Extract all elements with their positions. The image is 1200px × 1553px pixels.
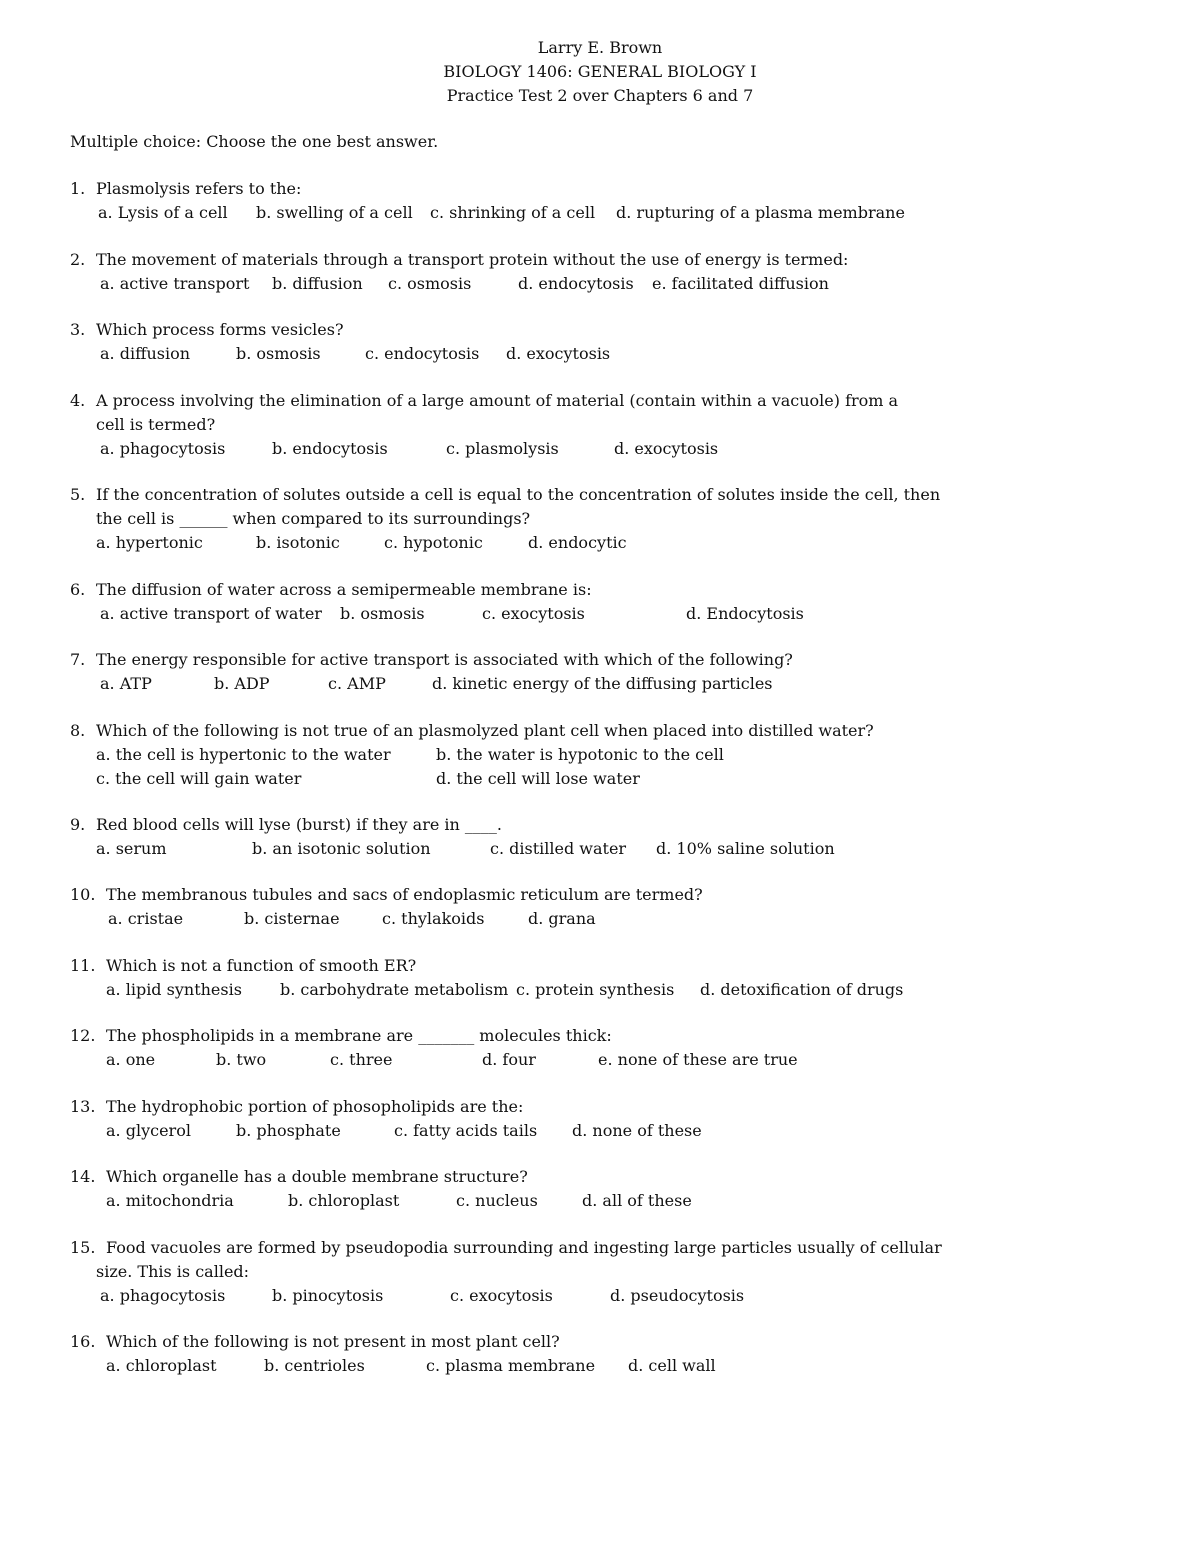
answer-option: b. carbohydrate metabolism — [280, 980, 509, 999]
answer-option: b. chloroplast — [288, 1191, 400, 1210]
answer-options — [70, 837, 950, 861]
question-16 — [70, 1330, 950, 1378]
answer-option: b. an isotonic solution — [252, 839, 431, 858]
answer-option: b. swelling of a cell — [256, 203, 413, 222]
answer-option: e. none of these are true — [598, 1050, 798, 1069]
answer-option: d. exocytosis — [506, 344, 611, 363]
question-stem — [70, 719, 950, 743]
question-text: The energy responsible for active transport is associated with which of the following? — [96, 650, 793, 669]
question-number: 8. — [70, 721, 86, 740]
question-2 — [70, 248, 950, 296]
answer-option: a. cristae — [108, 909, 184, 928]
question-stem — [70, 177, 950, 201]
question-text-continued: cell is termed? — [96, 415, 216, 434]
answer-option: c. the cell will gain water — [96, 769, 302, 788]
answer-options — [70, 531, 950, 555]
answer-option: a. ATP — [100, 674, 152, 693]
answer-option: c. hypotonic — [384, 533, 483, 552]
question-stem — [70, 248, 950, 272]
answer-option: d. the cell will lose water — [436, 769, 640, 788]
question-text: The diffusion of water across a semipermeable membrane is: — [96, 580, 592, 599]
answer-option: d. endocytosis — [518, 274, 634, 293]
answer-option: c. three — [330, 1050, 393, 1069]
answer-options — [70, 272, 950, 296]
question-text: The membranous tubules and sacs of endoplasmic reticulum are termed? — [106, 885, 703, 904]
question-10 — [70, 883, 950, 931]
answer-option: d. none of these — [572, 1121, 702, 1140]
question-stem — [70, 954, 950, 978]
question-number: 4. — [70, 391, 86, 410]
question-text: A process involving the elimination of a large amount of material (contain within a vacuole) from a — [96, 391, 899, 410]
answer-option: b. cisternae — [244, 909, 340, 928]
answer-options — [70, 767, 950, 791]
question-3 — [70, 318, 950, 366]
question-stem — [70, 1024, 950, 1048]
answer-options — [70, 1284, 950, 1308]
answer-option: e. facilitated diffusion — [652, 274, 829, 293]
question-text: Which of the following is not present in most plant cell? — [106, 1332, 560, 1351]
answer-options — [70, 1119, 950, 1143]
answer-option: d. 10% saline solution — [656, 839, 835, 858]
answer-option: d. all of these — [582, 1191, 692, 1210]
question-stem — [70, 1236, 950, 1260]
answer-option: a. diffusion — [100, 344, 191, 363]
answer-option: a. one — [106, 1050, 156, 1069]
question-stem — [70, 1095, 950, 1119]
answer-option: d. rupturing of a plasma membrane — [616, 203, 905, 222]
answer-option: a. glycerol — [106, 1121, 191, 1140]
question-stem — [70, 883, 950, 907]
question-number: 14. — [70, 1167, 96, 1186]
question-14 — [70, 1165, 950, 1213]
question-9 — [70, 813, 950, 861]
instructions: Multiple choice: Choose the one best answer. — [70, 132, 439, 151]
answer-option: c. osmosis — [388, 274, 472, 293]
question-11 — [70, 954, 950, 1002]
question-stem — [70, 813, 950, 837]
question-number: 2. — [70, 250, 86, 269]
answer-options — [70, 1189, 950, 1213]
answer-option: d. kinetic energy of the diffusing particles — [432, 674, 773, 693]
answer-option: a. Lysis of a cell — [98, 203, 228, 222]
answer-option: a. hypertonic — [96, 533, 203, 552]
answer-option: b. endocytosis — [272, 439, 388, 458]
answer-option: a. serum — [96, 839, 167, 858]
question-number: 5. — [70, 485, 86, 504]
question-number: 9. — [70, 815, 86, 834]
answer-option: d. four — [482, 1050, 536, 1069]
answer-options — [70, 672, 950, 696]
question-stem — [70, 1165, 950, 1189]
question-text: Which is not a function of smooth ER? — [106, 956, 417, 975]
question-number: 12. — [70, 1026, 96, 1045]
answer-option: d. exocytosis — [614, 439, 719, 458]
question-5 — [70, 483, 950, 555]
question-stem — [70, 578, 950, 602]
question-number: 6. — [70, 580, 86, 599]
question-stem — [70, 648, 950, 672]
question-stem — [70, 483, 950, 507]
question-4 — [70, 389, 950, 461]
answer-options — [70, 437, 950, 461]
question-stem — [70, 1330, 950, 1354]
question-number: 11. — [70, 956, 96, 975]
author-name: Larry E. Brown — [537, 38, 663, 57]
document-header — [0, 36, 1200, 108]
question-stem — [70, 389, 950, 413]
answer-option: c. fatty acids tails — [394, 1121, 538, 1140]
answer-option: d. detoxification of drugs — [700, 980, 904, 999]
question-text: The movement of materials through a transport protein without the use of energy is termed: — [96, 250, 849, 269]
question-1 — [70, 177, 950, 225]
question-text: The hydrophobic portion of phosopholipids are the: — [106, 1097, 524, 1116]
question-number: 13. — [70, 1097, 96, 1116]
answer-option: b. the water is hypotonic to the cell — [436, 745, 724, 764]
answer-option: c. AMP — [328, 674, 386, 693]
answer-option: d. endocytic — [528, 533, 627, 552]
answer-option: b. osmosis — [236, 344, 321, 363]
course-title: BIOLOGY 1406: GENERAL BIOLOGY I — [443, 62, 757, 81]
answer-option: c. distilled water — [490, 839, 627, 858]
question-13 — [70, 1095, 950, 1143]
question-number: 16. — [70, 1332, 96, 1351]
answer-option: a. phagocytosis — [100, 1286, 226, 1305]
answer-option: c. thylakoids — [382, 909, 485, 928]
answer-option: d. cell wall — [628, 1356, 716, 1375]
answer-option: b. two — [216, 1050, 267, 1069]
answer-options — [70, 201, 950, 225]
question-number: 3. — [70, 320, 86, 339]
answer-option: a. lipid synthesis — [106, 980, 242, 999]
answer-option: b. centrioles — [264, 1356, 365, 1375]
answer-option: b. pinocytosis — [272, 1286, 384, 1305]
answer-option: b. osmosis — [340, 604, 425, 623]
answer-option: c. protein synthesis — [516, 980, 675, 999]
question-15 — [70, 1236, 950, 1308]
question-stem — [70, 318, 950, 342]
answer-options — [70, 907, 950, 931]
answer-options — [70, 978, 950, 1002]
answer-option: b. ADP — [214, 674, 270, 693]
question-text: Which organelle has a double membrane structure? — [106, 1167, 528, 1186]
answer-option: b. phosphate — [236, 1121, 341, 1140]
question-text: Plasmolysis refers to the: — [96, 179, 302, 198]
answer-options — [70, 602, 950, 626]
question-number: 1. — [70, 179, 86, 198]
question-text: Red blood cells will lyse (burst) if they are in ____. — [96, 815, 503, 834]
question-text: The phospholipids in a membrane are _______ molecules thick: — [106, 1026, 612, 1045]
question-text: Which of the following is not true of an plasmolyzed plant cell when placed into distilled water? — [96, 721, 874, 740]
answer-option: a. mitochondria — [106, 1191, 234, 1210]
answer-option: c. nucleus — [456, 1191, 538, 1210]
answer-option: a. chloroplast — [106, 1356, 217, 1375]
answer-option: c. exocytosis — [482, 604, 585, 623]
answer-option: a. active transport of water — [100, 604, 322, 623]
answer-options — [70, 1354, 950, 1378]
answer-option: a. phagocytosis — [100, 439, 226, 458]
answer-option: d. grana — [528, 909, 596, 928]
answer-options — [70, 342, 950, 366]
question-text: If the concentration of solutes outside a cell is equal to the concentration of solutes inside the cell, then — [96, 485, 941, 504]
answer-option: c. shrinking of a cell — [430, 203, 596, 222]
question-text-continued: size. This is called: — [96, 1262, 250, 1281]
answer-option: b. isotonic — [256, 533, 340, 552]
answer-option: a. active transport — [100, 274, 250, 293]
answer-option: d. pseudocytosis — [610, 1286, 745, 1305]
answer-option: c. plasmolysis — [446, 439, 559, 458]
answer-options — [70, 1048, 950, 1072]
answer-option: b. diffusion — [272, 274, 363, 293]
answer-option: c. plasma membrane — [426, 1356, 596, 1375]
answer-option: c. exocytosis — [450, 1286, 553, 1305]
question-8 — [70, 719, 950, 791]
question-text-continued: the cell is ______ when compared to its surroundings? — [96, 509, 531, 528]
answer-option: a. the cell is hypertonic to the water — [96, 745, 391, 764]
question-6 — [70, 578, 950, 626]
question-number: 7. — [70, 650, 86, 669]
answer-options — [70, 743, 950, 767]
question-text: Food vacuoles are formed by pseudopodia surrounding and ingesting large particles usually of cellular — [106, 1238, 942, 1257]
test-subtitle: Practice Test 2 over Chapters 6 and 7 — [446, 86, 754, 105]
question-12 — [70, 1024, 950, 1072]
answer-option: c. endocytosis — [365, 344, 480, 363]
question-number: 10. — [70, 885, 96, 904]
question-number: 15. — [70, 1238, 96, 1257]
answer-option: d. Endocytosis — [686, 604, 804, 623]
question-text: Which process forms vesicles? — [96, 320, 344, 339]
question-7 — [70, 648, 950, 696]
